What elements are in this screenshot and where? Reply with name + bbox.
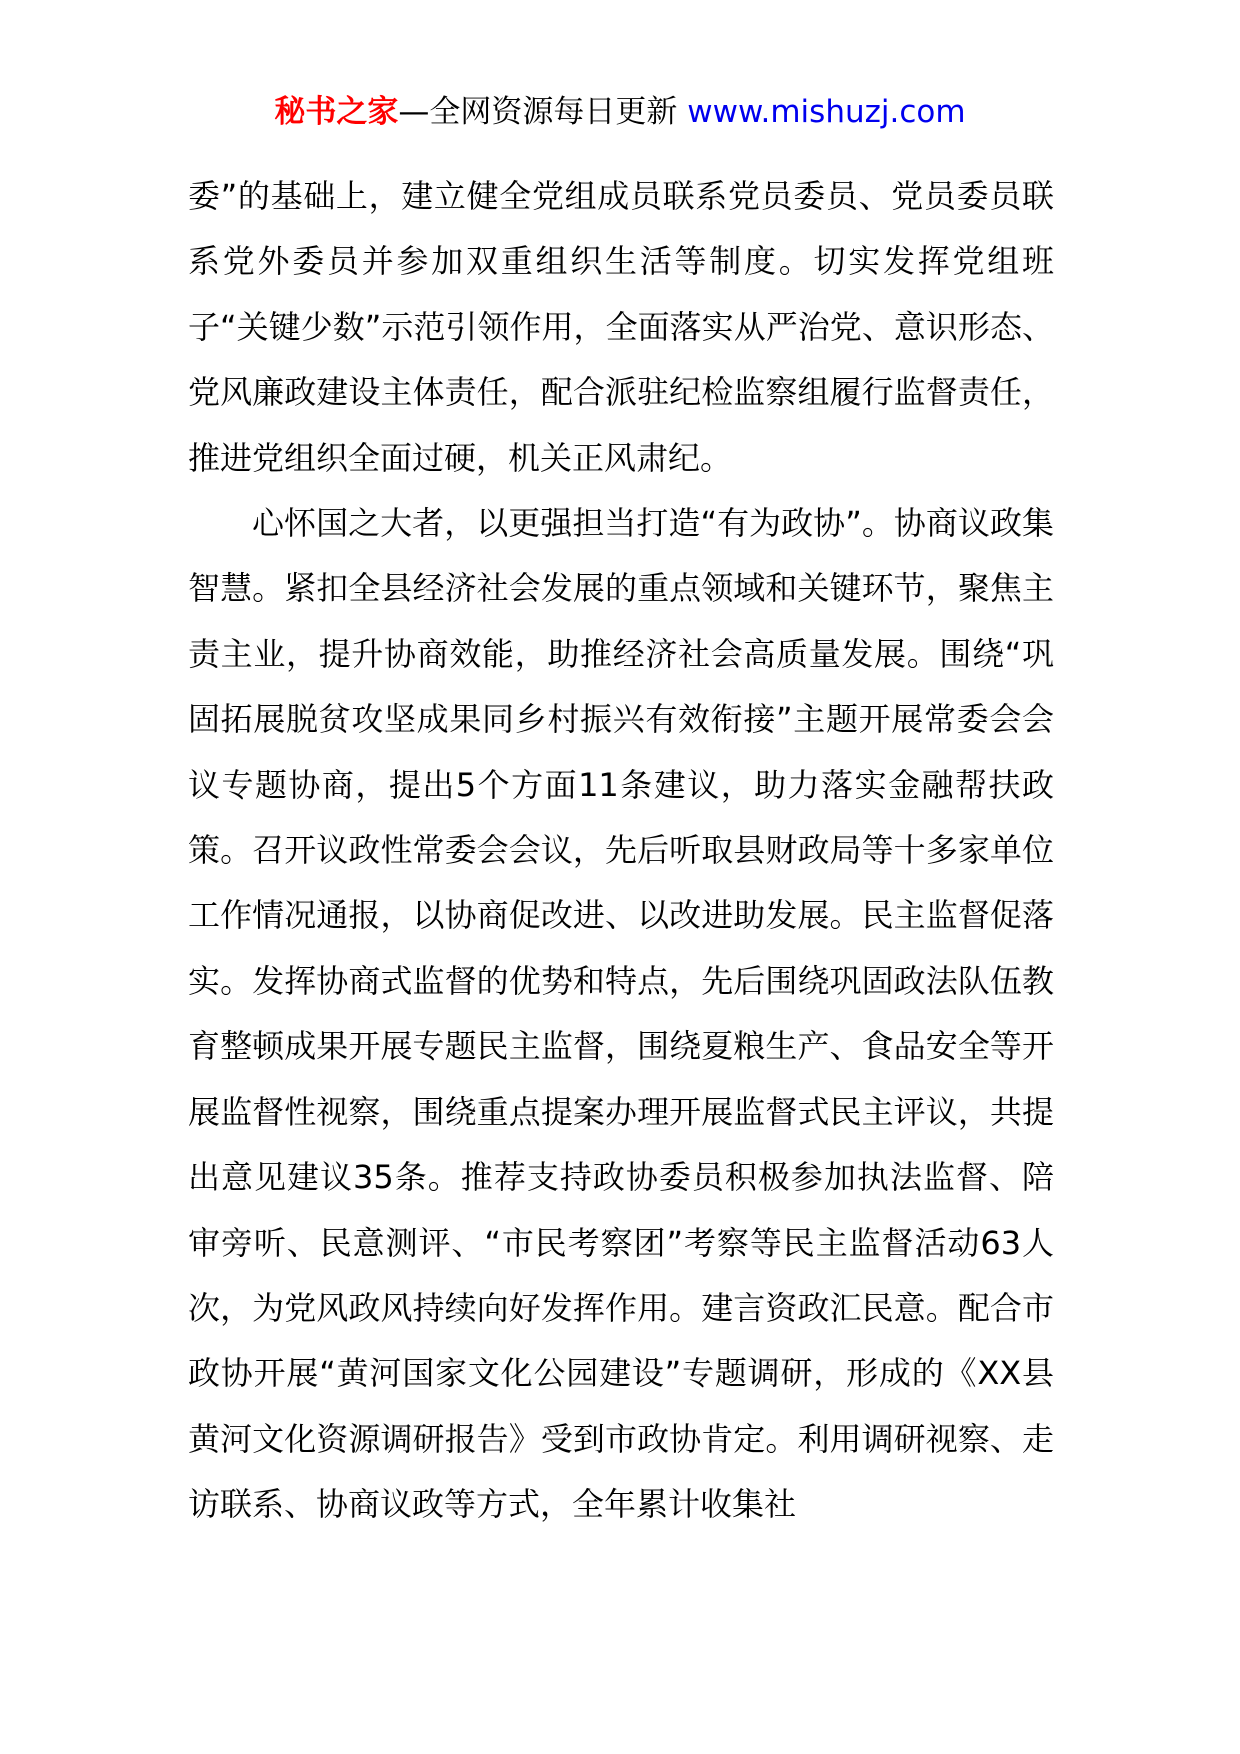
paragraph-section: 心怀国之大者，以更强担当打造“有为政协”。协商议政集智慧。紧扣全县经济社会发展的重点领域和关键环节，聚焦主责主业，提升协商效能，助推经济社会高质量发展。围绕“巩固拓展脱贫攻坚成果同乡村振兴有效衔接”主题开展常委会会议专题协商，提出5个方面11条建议，助力落实金融帮扶政策。召开议政性常委会会议，先后听取县财政局等十多家单位工作情况通报，以协商促改进、以改进助发展。民主监督促落实。发挥协商式监督的优势和特点，先后围绕巩固政法队伍教育整顿成果开展专题民主监督，围绕夏粮生产、食品安全等开展监督性视察，围绕重点提案办理开展监督式民主评议，共提出意见建议35条。推荐支持政协委员积极参加执法监督、陪审旁听、民意测评、“市民考察团”考察等民主监督活动63人次，为党风政风持续向好发挥作用。建言资政汇民意。配合市政协开展“黄河国家文化公园建设”专题调研，形成的《XX县黄河文化资源调研报告》受到市政协肯定。利用调研视察、走访联系、协商议政等方式，全年累计收集社 [188, 504, 1054, 1524]
site-header [0, 92, 1240, 132]
paragraph-continued: 委”的基础上，建立健全党组成员联系党员委员、党员委员联系党外委员并参加双重组织生活等制度。切实发挥党组班子“关键少数”示范引领作用，全面落实从严治党、意识形态、党风廉政建设主体责任，配合派驻纪检监察组履行监督责任，推进党组织全面过硬，机关正风肃纪。 [188, 177, 1054, 477]
brand-name: 秘书之家 [274, 94, 399, 130]
document-body [188, 164, 1054, 1538]
site-url-link[interactable]: www.mishuzj.com [687, 94, 966, 130]
header-slogan: —全网资源每日更新 [398, 94, 688, 130]
